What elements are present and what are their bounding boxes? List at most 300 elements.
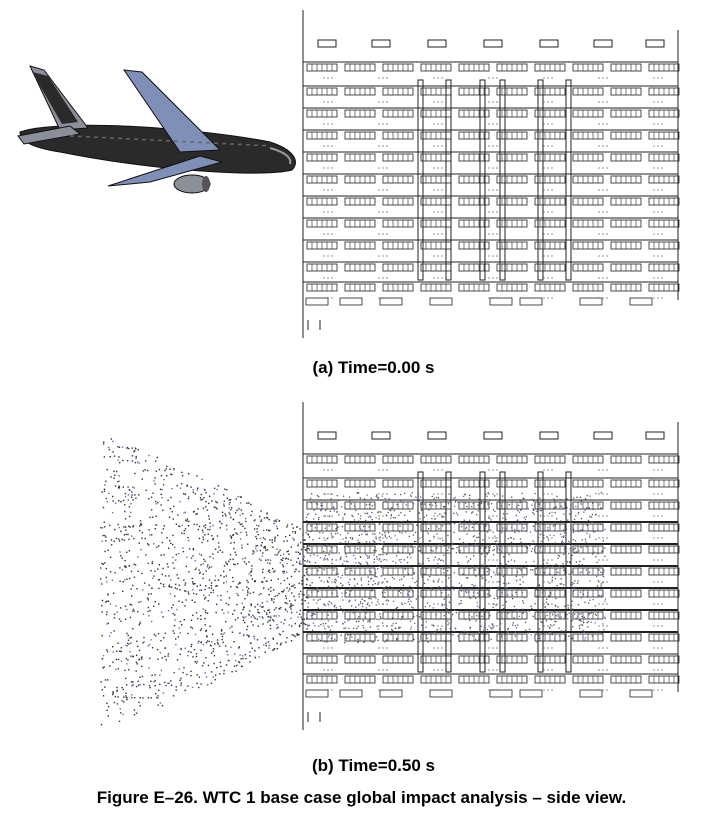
debris-particle — [446, 610, 447, 611]
debris-particle — [537, 494, 538, 495]
debris-particle — [522, 609, 523, 610]
debris-particle — [164, 656, 165, 657]
debris-particle — [206, 570, 207, 571]
debris-particle — [306, 520, 307, 521]
debris-particle — [230, 509, 231, 510]
debris-particle — [239, 583, 240, 584]
debris-particle — [118, 659, 119, 660]
debris-particle — [442, 525, 443, 526]
debris-particle — [368, 598, 369, 599]
debris-particle — [166, 475, 167, 476]
debris-particle — [357, 583, 358, 584]
debris-particle — [313, 640, 314, 641]
debris-particle — [545, 616, 546, 617]
debris-particle — [270, 587, 271, 588]
debris-particle — [298, 558, 299, 559]
debris-particle — [602, 571, 603, 572]
debris-particle — [511, 537, 512, 538]
debris-particle — [247, 544, 248, 545]
debris-particle — [287, 540, 288, 541]
debris-particle — [138, 571, 139, 572]
debris-particle — [274, 537, 275, 538]
debris-particle — [226, 489, 227, 490]
debris-particle — [320, 599, 321, 600]
debris-particle — [315, 589, 316, 590]
debris-particle — [574, 580, 575, 581]
debris-particle — [248, 588, 249, 589]
debris-particle — [197, 586, 198, 587]
debris-particle — [538, 521, 539, 522]
debris-particle — [191, 557, 192, 558]
debris-particle — [318, 517, 319, 518]
debris-particle — [177, 514, 178, 515]
debris-particle — [214, 643, 215, 644]
debris-particle — [360, 497, 361, 498]
debris-particle — [197, 661, 198, 662]
debris-particle — [468, 591, 469, 592]
debris-particle — [299, 561, 300, 562]
debris-particle — [466, 556, 467, 557]
debris-particle — [424, 517, 425, 518]
debris-particle — [130, 588, 131, 589]
debris-particle — [258, 656, 259, 657]
debris-particle — [267, 517, 268, 518]
debris-particle — [302, 577, 303, 578]
debris-particle — [171, 586, 172, 587]
debris-particle — [331, 547, 332, 548]
debris-particle — [161, 612, 162, 613]
debris-particle — [252, 648, 253, 649]
bottom-panel — [520, 298, 542, 305]
debris-particle — [149, 610, 150, 611]
debris-particle — [321, 619, 322, 620]
debris-particle — [117, 703, 118, 704]
debris-particle — [512, 598, 513, 599]
debris-particle — [301, 603, 302, 604]
debris-particle — [505, 587, 506, 588]
debris-particle — [260, 521, 261, 522]
debris-particle — [376, 619, 377, 620]
debris-particle — [134, 564, 135, 565]
debris-particle — [544, 618, 545, 619]
debris-particle — [269, 530, 270, 531]
debris-particle — [454, 532, 455, 533]
debris-particle — [484, 552, 485, 553]
debris-particle — [385, 535, 386, 536]
debris-particle — [511, 497, 512, 498]
debris-particle — [287, 578, 288, 579]
debris-particle — [113, 593, 114, 594]
debris-particle — [369, 541, 370, 542]
debris-particle — [430, 502, 431, 503]
debris-particle — [346, 569, 347, 570]
debris-particle — [368, 517, 369, 518]
debris-particle — [508, 632, 509, 633]
debris-particle — [301, 619, 302, 620]
debris-particle — [585, 541, 586, 542]
debris-particle — [478, 587, 479, 588]
debris-particle — [354, 505, 355, 506]
debris-particle — [276, 624, 277, 625]
debris-particle — [533, 500, 534, 501]
debris-particle — [543, 564, 544, 565]
debris-particle — [190, 626, 191, 627]
debris-particle — [256, 538, 257, 539]
debris-particle — [283, 631, 284, 632]
debris-particle — [360, 601, 361, 602]
debris-particle — [530, 544, 531, 545]
debris-particle — [466, 511, 467, 512]
debris-particle — [192, 600, 193, 601]
debris-particle — [348, 582, 349, 583]
debris-particle — [369, 504, 370, 505]
debris-particle — [535, 603, 536, 604]
debris-particle — [498, 501, 499, 502]
debris-particle — [102, 535, 103, 536]
debris-particle — [328, 627, 329, 628]
debris-particle — [318, 639, 319, 640]
debris-particle — [273, 589, 274, 590]
debris-particle — [307, 548, 308, 549]
debris-particle — [401, 579, 402, 580]
debris-particle — [561, 505, 562, 506]
debris-particle — [524, 524, 525, 525]
debris-particle — [312, 611, 313, 612]
debris-particle — [129, 506, 130, 507]
debris-particle — [581, 571, 582, 572]
debris-particle — [413, 607, 414, 608]
debris-particle — [380, 632, 381, 633]
debris-particle — [425, 606, 426, 607]
debris-particle — [278, 578, 279, 579]
debris-particle — [431, 550, 432, 551]
debris-particle — [365, 554, 366, 555]
debris-particle — [601, 585, 602, 586]
debris-particle — [340, 606, 341, 607]
debris-particle — [256, 531, 257, 532]
debris-particle — [475, 575, 476, 576]
debris-particle — [418, 493, 419, 494]
debris-particle — [286, 558, 287, 559]
debris-particle — [120, 555, 121, 556]
debris-particle — [308, 595, 309, 596]
debris-particle — [484, 508, 485, 509]
debris-particle — [444, 506, 445, 507]
debris-particle — [581, 501, 582, 502]
debris-particle — [141, 658, 142, 659]
debris-particle — [414, 582, 415, 583]
debris-particle — [127, 486, 128, 487]
debris-particle — [303, 559, 304, 560]
debris-particle — [574, 614, 575, 615]
debris-particle — [158, 690, 159, 691]
debris-particle — [273, 602, 274, 603]
debris-particle — [369, 621, 370, 622]
debris-particle — [539, 638, 540, 639]
debris-particle — [173, 518, 174, 519]
debris-particle — [337, 495, 338, 496]
debris-particle — [440, 538, 441, 539]
debris-particle — [320, 624, 321, 625]
debris-particle — [281, 622, 282, 623]
debris-particle — [291, 612, 292, 613]
debris-particle — [456, 612, 457, 613]
debris-particle — [119, 567, 120, 568]
debris-particle — [355, 607, 356, 608]
debris-particle — [296, 562, 297, 563]
debris-particle — [557, 614, 558, 615]
debris-particle — [222, 636, 223, 637]
debris-particle — [490, 530, 491, 531]
debris-particle — [143, 614, 144, 615]
debris-particle — [381, 548, 382, 549]
debris-particle — [589, 572, 590, 573]
debris-particle — [299, 563, 300, 564]
debris-particle — [157, 502, 158, 503]
debris-particle — [148, 593, 149, 594]
debris-particle — [113, 651, 114, 652]
debris-particle — [306, 624, 307, 625]
debris-particle — [134, 494, 135, 495]
debris-particle — [365, 520, 366, 521]
debris-particle — [242, 547, 243, 548]
debris-particle — [205, 631, 206, 632]
debris-particle — [133, 656, 134, 657]
debris-particle — [139, 525, 140, 526]
panel-a-caption: (a) Time=0.00 s — [312, 358, 435, 377]
debris-particle — [282, 558, 283, 559]
debris-particle — [161, 497, 162, 498]
debris-particle — [399, 591, 400, 592]
debris-particle — [160, 702, 161, 703]
debris-particle — [476, 537, 477, 538]
debris-particle — [309, 549, 310, 550]
debris-particle — [179, 501, 180, 502]
debris-particle — [117, 611, 118, 612]
debris-particle — [132, 460, 133, 461]
debris-particle — [369, 619, 370, 620]
debris-particle — [510, 575, 511, 576]
debris-particle — [496, 540, 497, 541]
debris-particle — [546, 599, 547, 600]
spandrel-panel — [372, 40, 390, 47]
debris-particle — [586, 569, 587, 570]
debris-particle — [470, 610, 471, 611]
debris-particle — [334, 605, 335, 606]
debris-particle — [166, 537, 167, 538]
debris-particle — [514, 561, 515, 562]
debris-particle — [140, 520, 141, 521]
debris-particle — [493, 627, 494, 628]
debris-particle — [551, 619, 552, 620]
debris-particle — [584, 640, 585, 641]
debris-particle — [526, 516, 527, 517]
debris-particle — [224, 489, 225, 490]
debris-particle — [437, 563, 438, 564]
debris-particle — [532, 499, 533, 500]
debris-particle — [204, 598, 205, 599]
debris-particle — [289, 584, 290, 585]
debris-particle — [215, 675, 216, 676]
debris-particle — [396, 638, 397, 639]
debris-particle — [240, 514, 241, 515]
debris-particle — [213, 558, 214, 559]
debris-particle — [352, 516, 353, 517]
debris-particle — [584, 617, 585, 618]
debris-particle — [303, 546, 304, 547]
debris-particle — [550, 594, 551, 595]
debris-particle — [412, 502, 413, 503]
debris-particle — [179, 589, 180, 590]
debris-particle — [208, 503, 209, 504]
debris-particle — [294, 571, 295, 572]
debris-particle — [363, 642, 364, 643]
debris-particle — [182, 475, 183, 476]
debris-particle — [327, 580, 328, 581]
debris-particle — [439, 514, 440, 515]
debris-particle — [124, 511, 125, 512]
debris-particle — [159, 469, 160, 470]
debris-particle — [325, 494, 326, 495]
debris-particle — [101, 583, 102, 584]
debris-particle — [156, 471, 157, 472]
debris-particle — [220, 595, 221, 596]
debris-particle — [508, 583, 509, 584]
debris-particle — [345, 627, 346, 628]
debris-particle — [154, 674, 155, 675]
debris-particle — [276, 526, 277, 527]
debris-particle — [393, 545, 394, 546]
debris-particle — [258, 626, 259, 627]
debris-particle — [322, 505, 323, 506]
debris-particle — [423, 597, 424, 598]
debris-particle — [300, 610, 301, 611]
debris-particle — [193, 511, 194, 512]
debris-particle — [174, 547, 175, 548]
spandrel-panel — [646, 432, 664, 439]
debris-particle — [129, 565, 130, 566]
debris-particle — [467, 534, 468, 535]
debris-particle — [197, 642, 198, 643]
debris-particle — [333, 507, 334, 508]
debris-particle — [105, 481, 106, 482]
debris-particle — [156, 547, 157, 548]
debris-particle — [214, 655, 215, 656]
debris-particle — [203, 574, 204, 575]
aircraft-engine-intake — [202, 176, 210, 192]
debris-particle — [262, 556, 263, 557]
debris-particle — [288, 590, 289, 591]
debris-particle — [375, 546, 376, 547]
debris-particle — [533, 561, 534, 562]
debris-particle — [149, 685, 150, 686]
debris-particle — [386, 515, 387, 516]
debris-particle — [372, 584, 373, 585]
debris-particle — [308, 534, 309, 535]
debris-particle — [349, 543, 350, 544]
debris-particle — [344, 514, 345, 515]
debris-particle — [307, 514, 308, 515]
debris-particle — [570, 548, 571, 549]
debris-particle — [401, 532, 402, 533]
debris-particle — [254, 606, 255, 607]
debris-particle — [589, 580, 590, 581]
debris-particle — [359, 563, 360, 564]
debris-particle — [593, 531, 594, 532]
debris-particle — [275, 596, 276, 597]
debris-particle — [193, 583, 194, 584]
debris-particle — [173, 469, 174, 470]
debris-particle — [377, 626, 378, 627]
debris-particle — [360, 528, 361, 529]
debris-particle — [182, 525, 183, 526]
debris-particle — [237, 617, 238, 618]
debris-particle — [199, 569, 200, 570]
debris-particle — [264, 517, 265, 518]
debris-particle — [163, 554, 164, 555]
debris-particle — [566, 507, 567, 508]
debris-particle — [579, 628, 580, 629]
debris-particle — [362, 599, 363, 600]
debris-particle — [245, 557, 246, 558]
debris-particle — [596, 576, 597, 577]
debris-particle — [533, 509, 534, 510]
debris-particle — [319, 567, 320, 568]
debris-particle — [344, 546, 345, 547]
debris-particle — [164, 470, 165, 471]
debris-particle — [325, 540, 326, 541]
debris-particle — [301, 617, 302, 618]
debris-particle — [167, 655, 168, 656]
debris-particle — [319, 538, 320, 539]
debris-particle — [299, 614, 300, 615]
debris-particle — [292, 634, 293, 635]
debris-particle — [448, 612, 449, 613]
debris-particle — [427, 638, 428, 639]
debris-particle — [309, 561, 310, 562]
debris-particle — [424, 583, 425, 584]
debris-particle — [600, 507, 601, 508]
debris-particle — [569, 562, 570, 563]
debris-particle — [277, 535, 278, 536]
debris-particle — [484, 617, 485, 618]
debris-particle — [304, 560, 305, 561]
debris-particle — [558, 555, 559, 556]
debris-particle — [340, 583, 341, 584]
debris-particle — [478, 639, 479, 640]
debris-particle — [303, 540, 304, 541]
debris-particle — [549, 530, 550, 531]
debris-particle — [553, 498, 554, 499]
debris-particle — [573, 549, 574, 550]
debris-particle — [152, 588, 153, 589]
debris-particle — [217, 535, 218, 536]
debris-particle — [143, 470, 144, 471]
debris-particle — [144, 582, 145, 583]
debris-particle — [111, 544, 112, 545]
debris-particle — [246, 503, 247, 504]
debris-particle — [577, 583, 578, 584]
debris-particle — [184, 530, 185, 531]
debris-particle — [307, 579, 308, 580]
debris-particle — [546, 620, 547, 621]
debris-particle — [213, 648, 214, 649]
debris-particle — [236, 604, 237, 605]
debris-particle — [416, 524, 417, 525]
debris-particle — [364, 498, 365, 499]
debris-particle — [270, 560, 271, 561]
debris-particle — [409, 591, 410, 592]
